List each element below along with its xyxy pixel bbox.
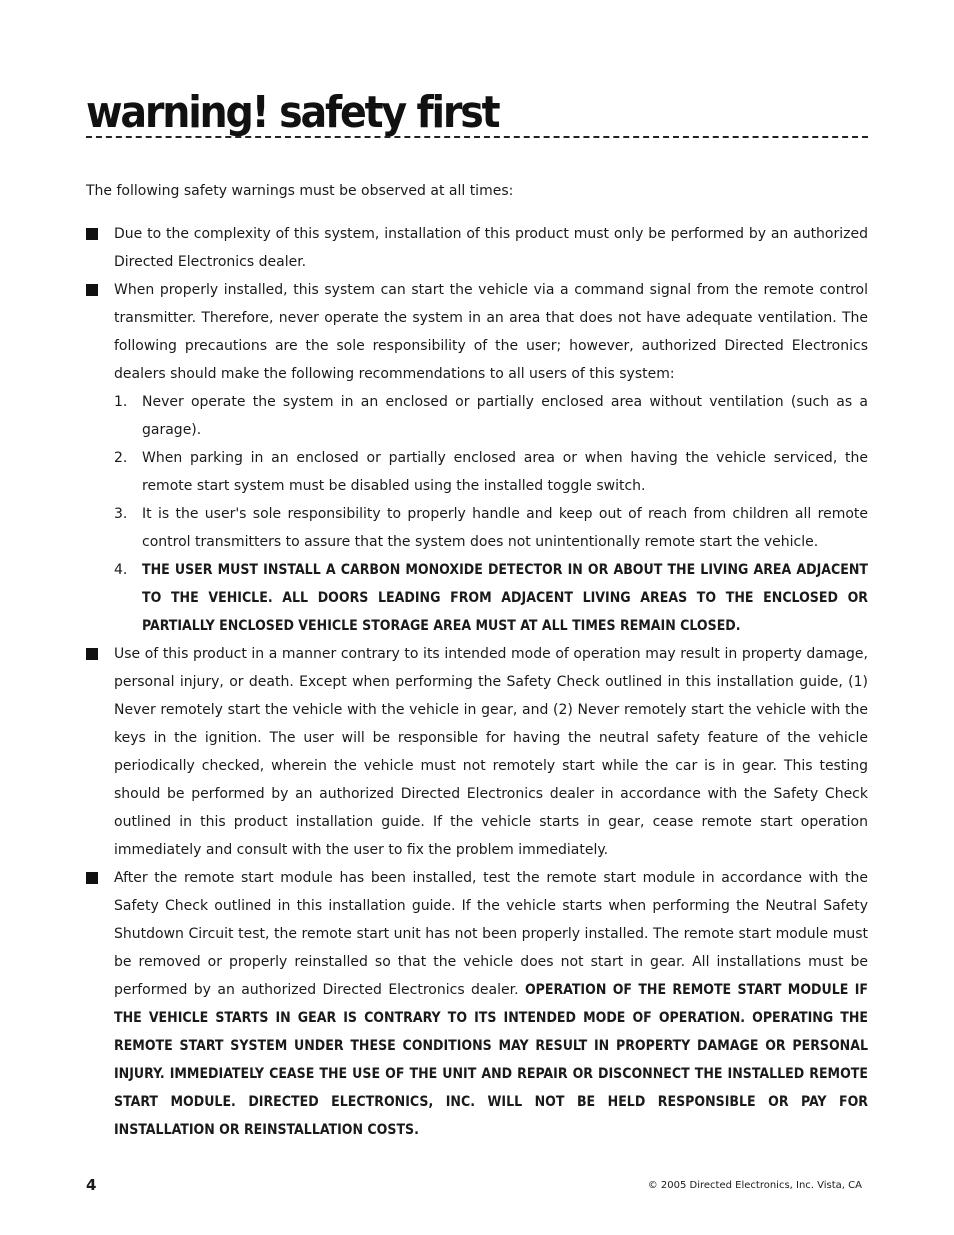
precaution-step-1	[114, 388, 868, 444]
warning-text-block	[114, 864, 868, 1144]
warning-bullet-3	[86, 640, 868, 864]
square-bullet-icon	[86, 872, 98, 884]
square-bullet-icon	[86, 648, 98, 660]
page-number: 4	[86, 1176, 97, 1194]
square-bullet-icon	[86, 284, 98, 296]
precaution-steps	[114, 388, 868, 640]
warning-text: After the remote start module has been installed, test the remote start module in accordance with the Safety Check outlined in this installation guide. If the vehicle starts when performing the Neutral Safety Shutdown Circuit test, the remote start unit has not been properly installed. The remote start module must be removed or properly reinstalled so that the vehicle does not start in gear. All installations must be performed by an authorized Directed Electronics dealer.	[114, 870, 868, 998]
warning-text: When properly installed, this system can start the vehicle via a command signal from the remote control transmitter. Therefore, never operate the system in an area that does not have adequate ventilation. The following precautions are the sole responsibility of the user; however, authorized Directed Electronics dealers should make the following recommendations to all users of this system:	[114, 282, 868, 382]
copyright-notice: © 2005 Directed Electronics, Inc. Vista, CA	[647, 1180, 862, 1191]
step-text: When parking in an enclosed or partially enclosed area or when having the vehicle serviced, the remote start system must be disabled using the installed toggle switch.	[142, 450, 868, 494]
step-text-emphasis: THE USER MUST INSTALL A CARBON MONOXIDE DETECTOR IN OR ABOUT THE LIVING AREA ADJACENT TO THE VEHICLE. ALL DOORS LEADING FROM ADJACENT LIVING AREAS TO THE ENCLOSED OR PARTIALLY ENCLOSED VEHICLE STORAGE AREA MUST AT ALL TIMES REMAIN CLOSED.	[142, 562, 868, 634]
title-block	[86, 86, 868, 144]
warning-text-emphasis: OPERATION OF THE REMOTE START MODULE IF THE VEHICLE STARTS IN GEAR IS CONTRARY TO ITS INTENDED MODE OF OPERATION. OPERATING THE REMOTE START SYSTEM UNDER THESE CONDITIONS MAY RESULT IN PROPERTY DAMAGE OR PERSONAL INJURY. IMMEDIATELY CEASE THE USE OF THE UNIT AND REPAIR OR DISCONNECT THE INSTALLED REMOTE START MODULE. DIRECTED ELECTRONICS, INC. WILL NOT BE HELD RESPONSIBLE OR PAY FOR INSTALLATION OR REINSTALLATION COSTS.	[114, 982, 868, 1138]
warning-bullet-4	[86, 864, 868, 1144]
warning-text: Due to the complexity of this system, installation of this product must only be performed by an authorized Directed Electronics dealer.	[114, 226, 868, 270]
warning-text: Use of this product in a manner contrary to its intended mode of operation may result in property damage, personal injury, or death. Except when performing the Safety Check outlined in this installation guide, (1) Never remotely start the vehicle with the vehicle in gear, and (2) Never remotely start the vehicle with the keys in the ignition. The user will be responsible for having the neutral safety feature of the vehicle periodically checked, wherein the vehicle must not remotely start while the car is in gear. This testing should be performed by an authorized Directed Electronics dealer in accordance with the Safety Check outlined in this product installation guide. If the vehicle starts in gear, cease remote start operation immediately and consult with the user to fix the problem immediately.	[114, 646, 868, 858]
precaution-step-4	[114, 556, 868, 640]
step-number: 4.	[114, 562, 128, 578]
warning-bullet-2	[86, 276, 868, 640]
step-number: 2.	[114, 450, 128, 466]
step-number: 3.	[114, 506, 128, 522]
precaution-step-3	[114, 500, 868, 556]
precaution-step-2	[114, 444, 868, 500]
warnings-list	[86, 220, 868, 1144]
square-bullet-icon	[86, 228, 98, 240]
step-text: Never operate the system in an enclosed or partially enclosed area without ventilation (such as a garage).	[142, 394, 868, 438]
warning-bullet-1	[86, 220, 868, 276]
intro-text: The following safety warnings must be observed at all times:	[86, 183, 514, 199]
step-text: It is the user's sole responsibility to properly handle and keep out of reach from children all remote control transmitters to assure that the system does not unintentionally remote start the vehicle.	[142, 506, 868, 550]
title-dashed-rule	[86, 136, 868, 138]
step-number: 1.	[114, 394, 128, 410]
page-title: warning! safety first	[86, 87, 499, 138]
